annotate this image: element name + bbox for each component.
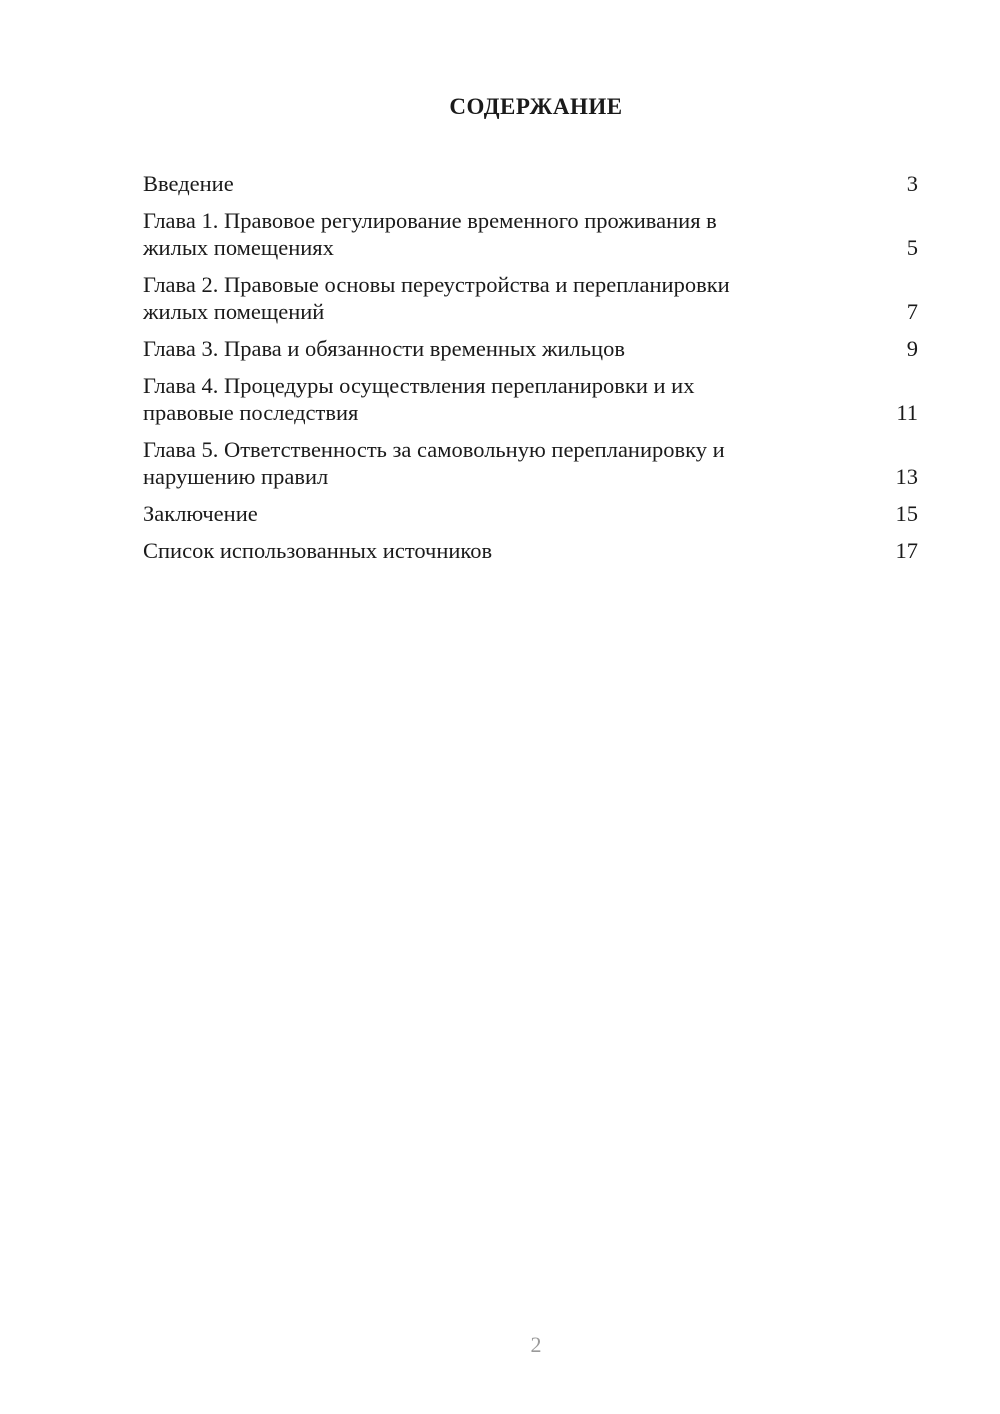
- toc-item-chapter-1: [143, 207, 918, 261]
- toc-item-label: Список использованных источников: [143, 538, 493, 563]
- page-number: 2: [530, 1332, 542, 1357]
- toc-item-label: Глава 5. Ответственность за самовольную перепланировку и нарушению правил: [143, 437, 725, 489]
- toc-item-label: Глава 2. Правовые основы переустройства и перепланировки жилых помещений: [143, 272, 730, 324]
- toc-item-page: 7: [906, 299, 918, 324]
- toc-item-chapter-2: [143, 271, 918, 325]
- toc-item-label: Глава 3. Права и обязанности временных жильцов: [143, 336, 625, 361]
- toc-item-page: 9: [906, 336, 918, 361]
- toc-item-chapter-4: [143, 372, 918, 426]
- toc-item-chapter-5: [143, 436, 918, 490]
- toc-item-label: Глава 1. Правовое регулирование временного проживания в жилых помещениях: [143, 208, 717, 260]
- toc-item-chapter-3: [143, 335, 918, 362]
- toc-item-page: 3: [906, 171, 918, 196]
- toc-item-page: 17: [895, 538, 918, 563]
- toc-item-label: Введение: [143, 171, 234, 196]
- toc-item-label: Заключение: [143, 501, 258, 526]
- toc-item-page: 11: [896, 400, 918, 425]
- toc-item-page: 15: [895, 501, 918, 526]
- toc-item-page: 5: [906, 235, 918, 260]
- toc-item-introduction: [143, 170, 918, 197]
- toc-item-page: 13: [895, 464, 918, 489]
- page-title: СОДЕРЖАНИЕ: [449, 94, 623, 119]
- toc-item-references: [143, 537, 918, 564]
- toc-item-label: Глава 4. Процедуры осуществления перепланировки и их правовые последствия: [143, 373, 695, 425]
- toc-item-conclusion: [143, 500, 918, 527]
- table-of-contents: [143, 170, 918, 574]
